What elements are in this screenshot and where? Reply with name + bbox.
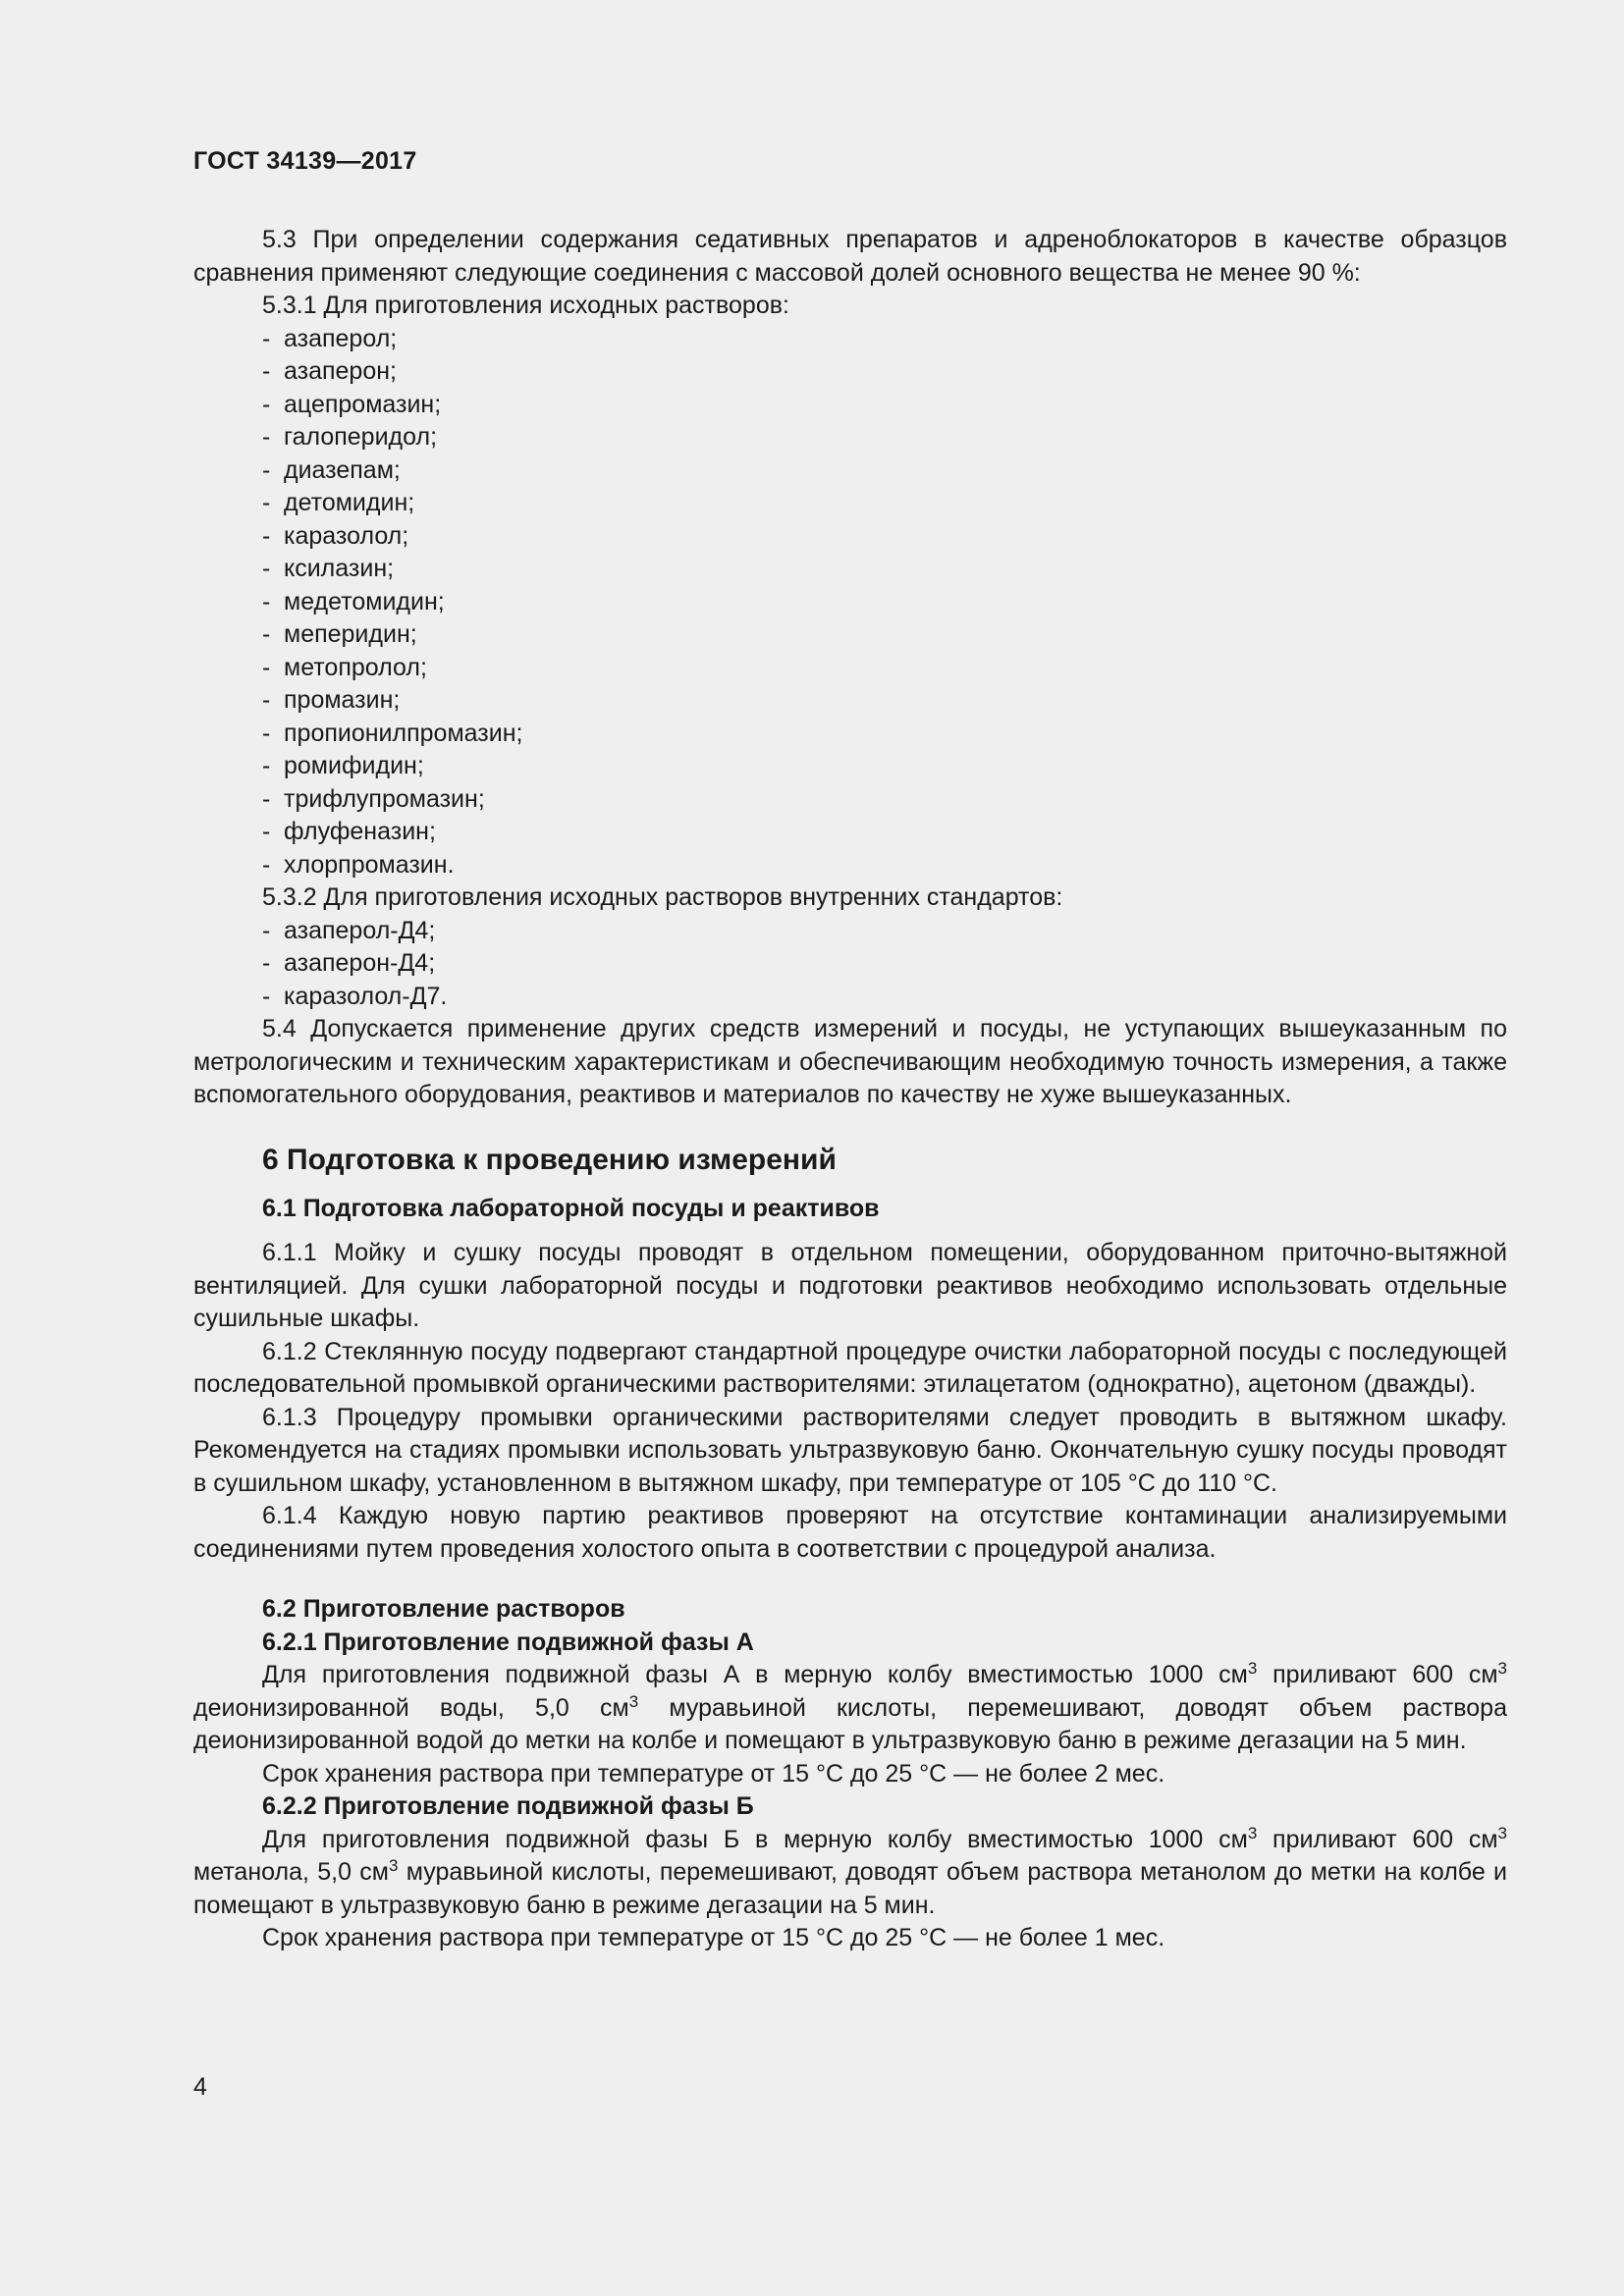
paragraph-6-1-1: 6.1.1 Мойку и сушку посуды проводят в отдельном помещении, оборудованном приточно-вытяжной вентиляцией. Для сушки лабораторной посуды и подготовки реактивов необходимо использовать отдельные сушильные шкафы. — [193, 1239, 1507, 1332]
list-dash: - — [262, 686, 271, 714]
list-item-text: диазепам; — [284, 455, 401, 484]
list-item — [193, 981, 1507, 1014]
list-dash: - — [262, 916, 271, 944]
list-item-text: каразолол; — [284, 521, 409, 550]
list-item — [193, 816, 1507, 849]
storage-note-6-2-2: Срок хранения раствора при температуре от 15 °С до 25 °С — не более 1 мес. — [262, 1924, 1165, 1951]
superscript: 3 — [389, 1856, 399, 1875]
list-dash: - — [262, 850, 271, 879]
superscript: 3 — [1247, 1659, 1258, 1678]
list-item-text: хлорпромазин. — [284, 850, 455, 879]
list-item-text: метопролол; — [284, 653, 427, 681]
list-item-text: ацепромазин; — [284, 390, 442, 418]
paragraph-6-2-1 — [193, 1659, 1507, 1758]
list-item-text: азаперон-Д4; — [284, 949, 436, 977]
text-part: приливают 600 см — [1257, 1661, 1498, 1688]
list-dash: - — [262, 324, 271, 352]
paragraph-5-3: 5.3 При определении содержания седативных препаратов и адреноблокаторов в качестве образцов сравнения применяют следующие соединения с массовой долей основного вещества не менее 90 %: — [193, 226, 1507, 287]
list-item — [193, 389, 1507, 422]
list-dash: - — [262, 455, 271, 484]
superscript: 3 — [628, 1691, 639, 1711]
list-dash: - — [262, 390, 271, 418]
list-item — [193, 684, 1507, 718]
list-item — [193, 915, 1507, 948]
internal-standards-list — [193, 915, 1507, 1014]
paragraph-6-2-2 — [193, 1824, 1507, 1923]
list-item — [193, 487, 1507, 520]
list-dash: - — [262, 784, 271, 813]
list-item — [193, 586, 1507, 619]
paragraph-5-3-1: 5.3.1 Для приготовления исходных растворов: — [262, 292, 789, 319]
list-item-text: азаперол; — [284, 324, 398, 352]
list-item — [193, 947, 1507, 981]
section-6-2-2-heading: 6.2.2 Приготовление подвижной фазы Б — [262, 1792, 754, 1820]
list-item — [193, 421, 1507, 454]
section-6-1-heading: 6.1 Подготовка лабораторной посуды и реактивов — [262, 1194, 880, 1222]
reference-compounds-list — [193, 323, 1507, 882]
list-item — [193, 783, 1507, 817]
list-item — [193, 520, 1507, 554]
superscript: 3 — [1497, 1823, 1508, 1842]
list-dash: - — [262, 587, 271, 615]
list-item — [193, 553, 1507, 586]
superscript: 3 — [1247, 1823, 1258, 1842]
list-item-text: детомидин; — [284, 489, 415, 516]
list-dash: - — [262, 982, 271, 1010]
list-item — [193, 454, 1507, 488]
list-item-text: ромифидин; — [284, 752, 424, 779]
text-part: муравьиной кислоты, перемешивают, доводят объем раствора деионизированной водой до метки на колбе и помещают в ультразвуковую баню в режиме дегазации на 5 мин. — [193, 1693, 1507, 1754]
list-dash: - — [262, 555, 271, 582]
list-dash: - — [262, 357, 271, 385]
list-item-text: флуфеназин; — [284, 818, 436, 845]
list-item-text: меперидин; — [284, 620, 417, 648]
list-dash: - — [262, 719, 271, 747]
page-number: 4 — [193, 2073, 207, 2101]
text-part: метанола, 5,0 см — [193, 1858, 389, 1886]
list-dash: - — [262, 423, 271, 451]
list-dash: - — [262, 752, 271, 779]
list-item-text: каразолол-Д7. — [284, 982, 448, 1010]
text-part: Для приготовления подвижной фазы А в мерную колбу вместимостью 1000 см — [262, 1661, 1248, 1688]
section-6-2-1-heading: 6.2.1 Приготовление подвижной фазы А — [262, 1628, 754, 1656]
list-item — [193, 652, 1507, 685]
list-item-text: азаперон; — [284, 357, 397, 385]
page-content — [193, 224, 1507, 1955]
list-item-text: азаперол-Д4; — [284, 916, 436, 944]
list-dash: - — [262, 949, 271, 977]
paragraph-5-3-2: 5.3.2 Для приготовления исходных растворов внутренних стандартов: — [262, 883, 1063, 911]
section-6-heading: 6 Подготовка к проведению измерений — [262, 1143, 837, 1176]
paragraph-5-4: 5.4 Допускается применение других средств измерений и посуды, не уступающих вышеуказанным по метрологическим и техническим характеристикам и обеспечивающим необходимую точность измерения, а также вспомогательного оборудования, реактивов и материалов по качеству не хуже вышеуказанных. — [193, 1015, 1507, 1108]
text-part: деионизированной воды, 5,0 см — [193, 1693, 629, 1722]
text-part: муравьиной кислоты, перемешивают, доводят объем раствора метанолом до метки на колбе и помещают в ультразвуковую баню в режиме дегазации на 5 мин. — [193, 1858, 1508, 1919]
text-part: приливают 600 см — [1257, 1825, 1498, 1853]
text-part: Для приготовления подвижной фазы Б в мерную колбу вместимостью 1000 см — [262, 1825, 1248, 1853]
list-dash: - — [262, 521, 271, 550]
list-item — [193, 618, 1507, 652]
list-item-text: трифлупромазин; — [284, 784, 485, 813]
list-item — [193, 849, 1507, 882]
storage-note-6-2-1: Срок хранения раствора при температуре от 15 °С до 25 °С — не более 2 мес. — [262, 1759, 1165, 1788]
list-dash: - — [262, 818, 271, 845]
list-item-text: галоперидол; — [284, 423, 438, 451]
list-item-text: ксилазин; — [284, 555, 395, 582]
list-dash: - — [262, 653, 271, 681]
list-item-text: пропионилпромазин; — [284, 719, 523, 747]
list-item — [193, 718, 1507, 751]
list-item — [193, 750, 1507, 783]
superscript: 3 — [1497, 1659, 1507, 1678]
section-6-2-heading: 6.2 Приготовление растворов — [262, 1595, 625, 1623]
paragraph-6-1-3: 6.1.3 Процедуру промывки органическими растворителями следует проводить в вытяжном шкафу. Рекомендуется на стадиях промывки использовать ультразвуковую баню. Окончательную сушку посуды проводят в сушильном шкафу, установленном в вытяжном шкафу, при температуре от 105 °С до 110 °С. — [193, 1403, 1507, 1497]
list-item-text: промазин; — [284, 686, 401, 714]
list-item-text: медетомидин; — [284, 587, 445, 615]
paragraph-6-1-4: 6.1.4 Каждую новую партию реактивов проверяют на отсутствие контаминации анализируемыми соединениями путем проведения холостого опыта в соответствии с процедурой анализа. — [193, 1502, 1507, 1563]
list-item — [193, 323, 1507, 356]
paragraph-6-1-2: 6.1.2 Стеклянную посуду подвергают стандартной процедуре очистки лабораторной посуды с последующей последовательной промывкой органическими растворителями: этилацетатом (однократно), ацетоном (дважды). — [193, 1337, 1507, 1398]
document-code-header: ГОСТ 34139—2017 — [193, 147, 417, 175]
list-dash: - — [262, 489, 271, 516]
list-dash: - — [262, 620, 271, 648]
list-item — [193, 355, 1507, 389]
